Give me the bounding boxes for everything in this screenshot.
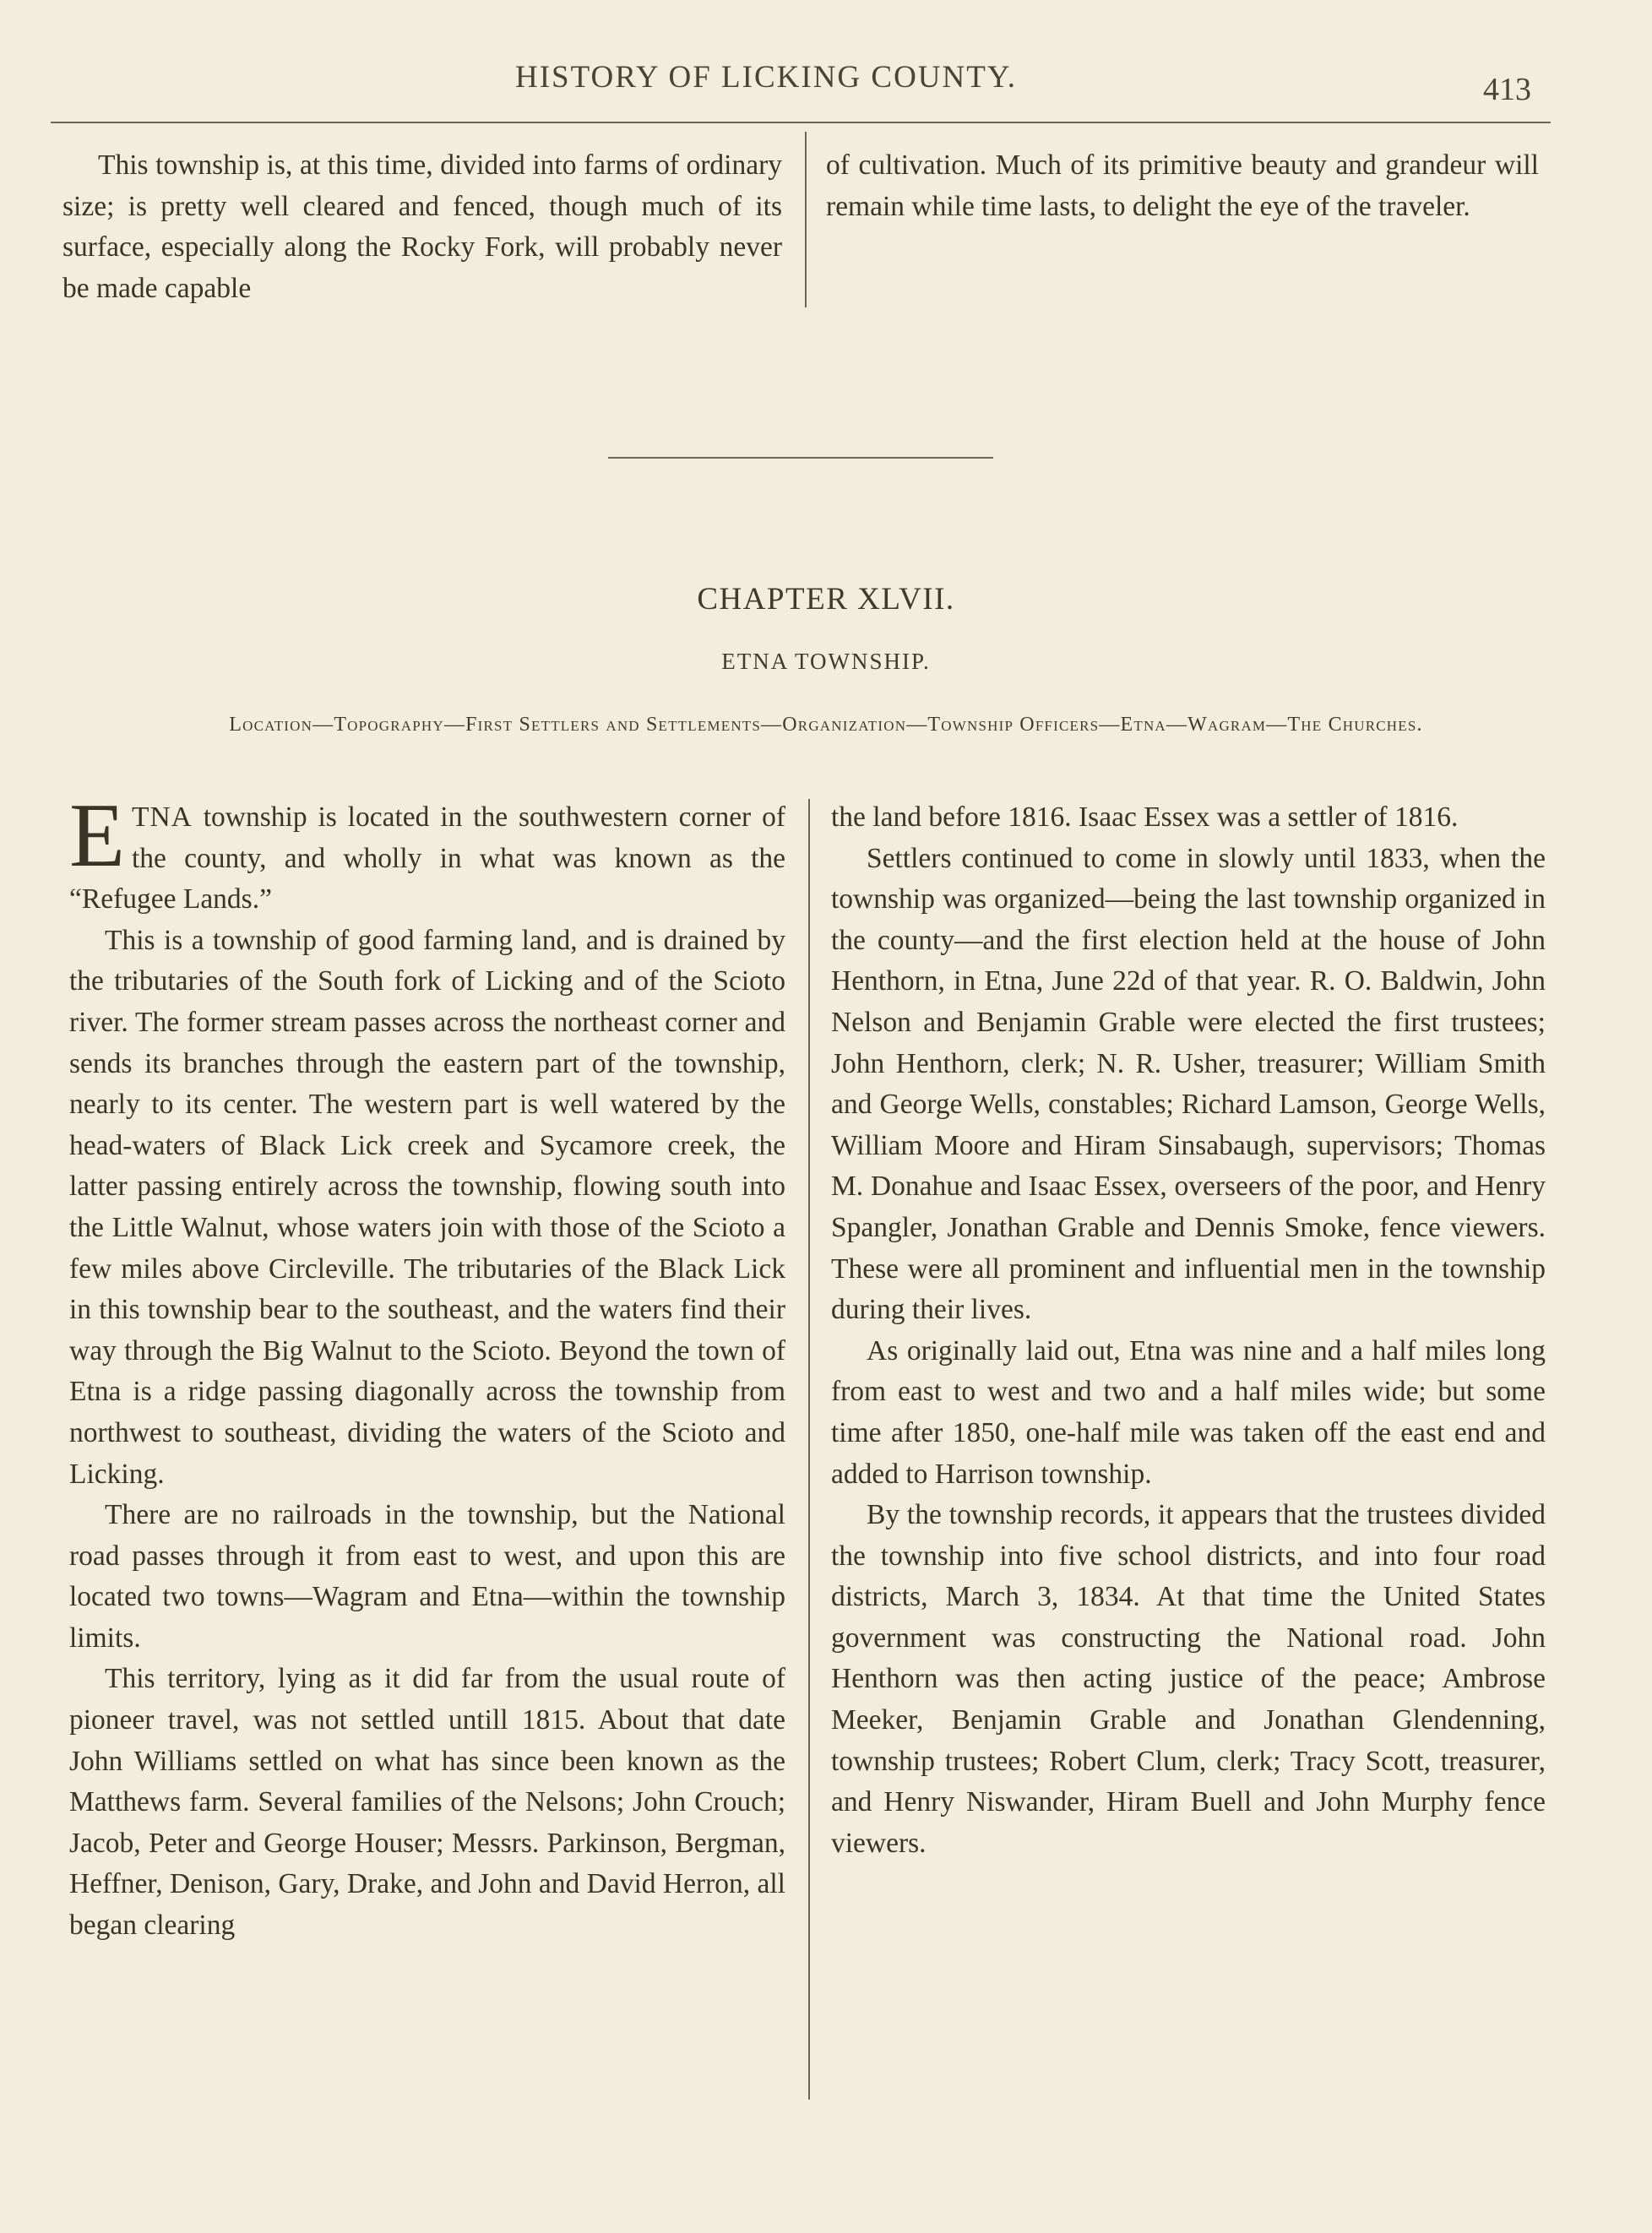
chapter-number: CHAPTER XLVII.	[697, 582, 955, 617]
column-divider-top	[805, 132, 807, 307]
paragraph-8: By the township records, it appears that the trustees divided the township into five school districts, and into four road districts, March 3, 1834. At that time the United States government was constructing the National road. John Henthorn was then acting justice of the peace; Ambrose Meeker, Benjamin Grable and Jonathan Glendenning, township trustees; Robert Clum, clerk; Tracy Scott, treasurer, and Henry Niswander, Hiram Buell and John Murphy fence viewers.	[831, 1499, 1546, 1859]
paragraph-2: This is a township of good farming land, and is drained by the tributaries of the South fork of Licking and of the Scioto river. The former stream passes across the northeast corner and sends its branches through the eastern part of the township, nearly to its center. The western part is well watered by the head-waters of Black Lick creek and Sycamore creek, the latter passing entirely across the township, flowing south into the Little Walnut, whose waters join with those of the Scioto a few miles above Circleville. The tributaries of the Black Lick in this township bear to the southeast, and the waters find their way through the Big Walnut to the Scioto. Beyond the town of Etna is a ridge passing diagonally across the township from northwest to southeast, dividing the waters of the Scioto and Licking.	[69, 924, 785, 1490]
chapter-synopsis: Location—Topography—First Settlers and Settlements—Organization—Township Officers—Etna—Wagram—The Churches.	[229, 714, 1423, 736]
paragraph-4: This territory, lying as it did far from the usual route of pioneer travel, was not settled untill 1815. About that date John Williams settled on what has since been known as the Matthews farm. Several families of the Nelsons; John Crouch; Jacob, Peter and George Houser; Messrs. Parkinson, Bergman, Heffner, Denison, Gary, Drake, and John and David Herron, all began clearing	[69, 1663, 785, 1942]
top-right-column	[826, 145, 1539, 227]
header-rule	[51, 122, 1551, 123]
paragraph-6: Settlers continued to come in slowly until 1833, when the township was organized—being the last township organized in the county—and the first election held at the house of John Henthorn, in Etna, June 22d of that year. R. O. Baldwin, John Nelson and Benjamin Grable were elected the first trustees; John Henthorn, clerk; N. R. Usher, treasurer; William Smith and George Wells, constables; Richard Lamson, George Wells, William Moore and Hiram Sinsabaugh, supervisors; Thomas M. Donahue and Isaac Essex, overseers of the poor, and Henry Spangler, Jonathan Grable and Dennis Smoke, fence viewers. These were all prominent and influential men in the township during their lives.	[831, 842, 1546, 1326]
running-head: HISTORY OF LICKING COUNTY.	[515, 60, 1018, 95]
page-number: 413	[1483, 72, 1531, 107]
body-left-column	[69, 785, 785, 1947]
top-right-paragraph: of cultivation. Much of its primitive beauty and grandeur will remain while time lasts, to delight the eye of the traveler.	[826, 149, 1539, 222]
chapter-title: ETNA TOWNSHIP.	[721, 649, 931, 674]
paragraph-1-text: township is located in the southwestern corner of the county, and wholly in what was known as the “Refugee Lands.”	[69, 801, 785, 915]
top-left-paragraph: This township is, at this time, divided into farms of ordinary size; is pretty well cleared and fenced, though much of its surface, especially along the Rocky Fork, will probably never be made capable	[62, 149, 782, 304]
column-divider-body	[808, 799, 810, 2100]
paragraph-3: There are no railroads in the township, but the National road passes through it from east to west, and upon this are located two towns—Wagram and Etna—within the township limits.	[69, 1499, 785, 1654]
chapter-separator-rule	[608, 457, 993, 459]
paragraph-1	[69, 785, 785, 921]
top-left-column	[62, 145, 782, 309]
drop-cap-continuation: TNA	[131, 801, 193, 833]
paragraph-5: the land before 1816. Isaac Essex was a settler of 1816.	[831, 801, 1459, 833]
paragraph-7: As originally laid out, Etna was nine and a half miles long from east to west and two and a half miles wide; but some time after 1850, one-half mile was taken off the east end and added to Harrison township.	[831, 1334, 1546, 1490]
drop-cap: E	[69, 785, 125, 886]
body-right-column	[831, 797, 1546, 1864]
